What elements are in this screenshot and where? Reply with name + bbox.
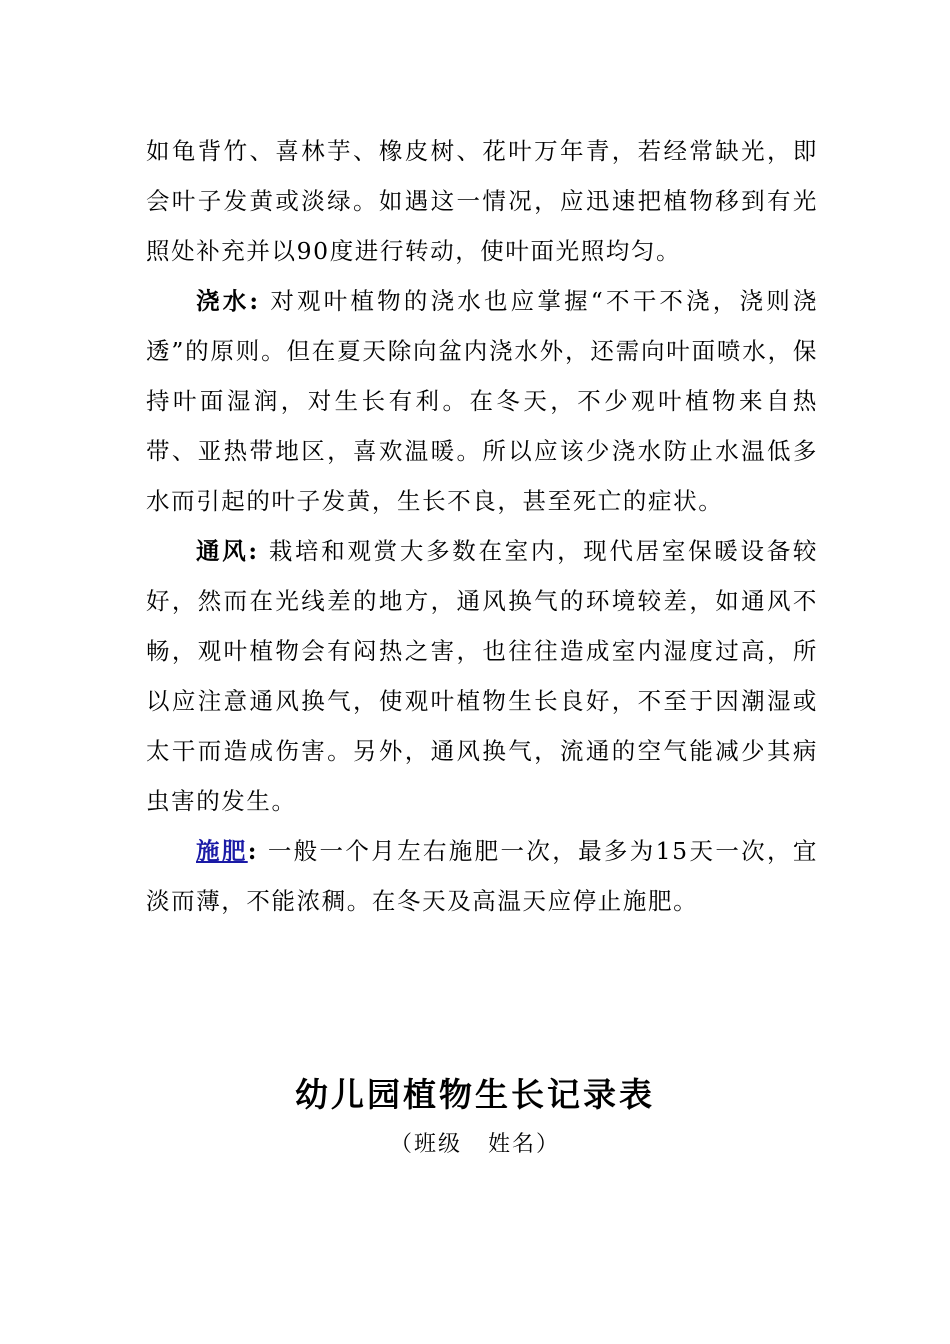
open-paren: （ xyxy=(389,1132,414,1157)
paragraph-ventilation xyxy=(146,526,818,826)
record-table-subtitle xyxy=(0,1125,950,1165)
term-fertilizing-link[interactable]: 施肥 xyxy=(196,837,248,865)
term-separator: : xyxy=(249,287,260,315)
paragraph-text: 如龟背竹、喜林芋、橡皮树、花叶万年青，若经常缺光，即会叶子发黄或淡绿。如遇这一情况，应迅速把植物移到有光照处补充并以90度进行转动，使叶面光照均匀。 xyxy=(146,137,818,265)
class-label: 班级 xyxy=(413,1132,462,1157)
paragraph-text: 对观叶植物的浇水也应掌握“不干不浇，浇则浇透”的原则。但在夏天除向盆内浇水外，还需向叶面喷水，保持叶面湿润，对生长有利。在冬天，不少观叶植物来自热带、亚热带地区，喜欢温暖。所以应该少浇水防止水温低多水而引起的叶子发黄，生长不良，甚至死亡的症状。 xyxy=(146,287,818,515)
paragraph-watering xyxy=(146,276,818,526)
term-watering: 浇水 xyxy=(196,287,250,315)
record-table-title: 幼儿园植物生长记录表 xyxy=(295,1075,655,1114)
paragraph-text: 栽培和观赏大多数在室内，现代居室保暖设备较好，然而在光线差的地方，通风换气的环境较差，如通风不畅，观叶植物会有闷热之害，也往往造成室内湿度过高，所以应注意通风换气，使观叶植物生长良好，不至于因潮湿或太干而造成伤害。另外，通风换气，流通的空气能减少其病虫害的发生。 xyxy=(146,537,818,815)
care-instructions xyxy=(146,126,818,926)
term-ventilation: 通风 xyxy=(196,537,249,565)
paragraph-light-continued xyxy=(146,126,818,276)
term-separator: : xyxy=(247,837,258,865)
paragraph-fertilizing xyxy=(146,826,818,926)
term-separator: : xyxy=(248,537,259,565)
name-label: 姓名 xyxy=(488,1132,537,1157)
close-paren: ） xyxy=(536,1132,561,1157)
paragraph-text: 一般一个月左右施肥一次，最多为15天一次，宜淡而薄，不能浓稠。在冬天及高温天应停止施肥。 xyxy=(146,837,818,915)
